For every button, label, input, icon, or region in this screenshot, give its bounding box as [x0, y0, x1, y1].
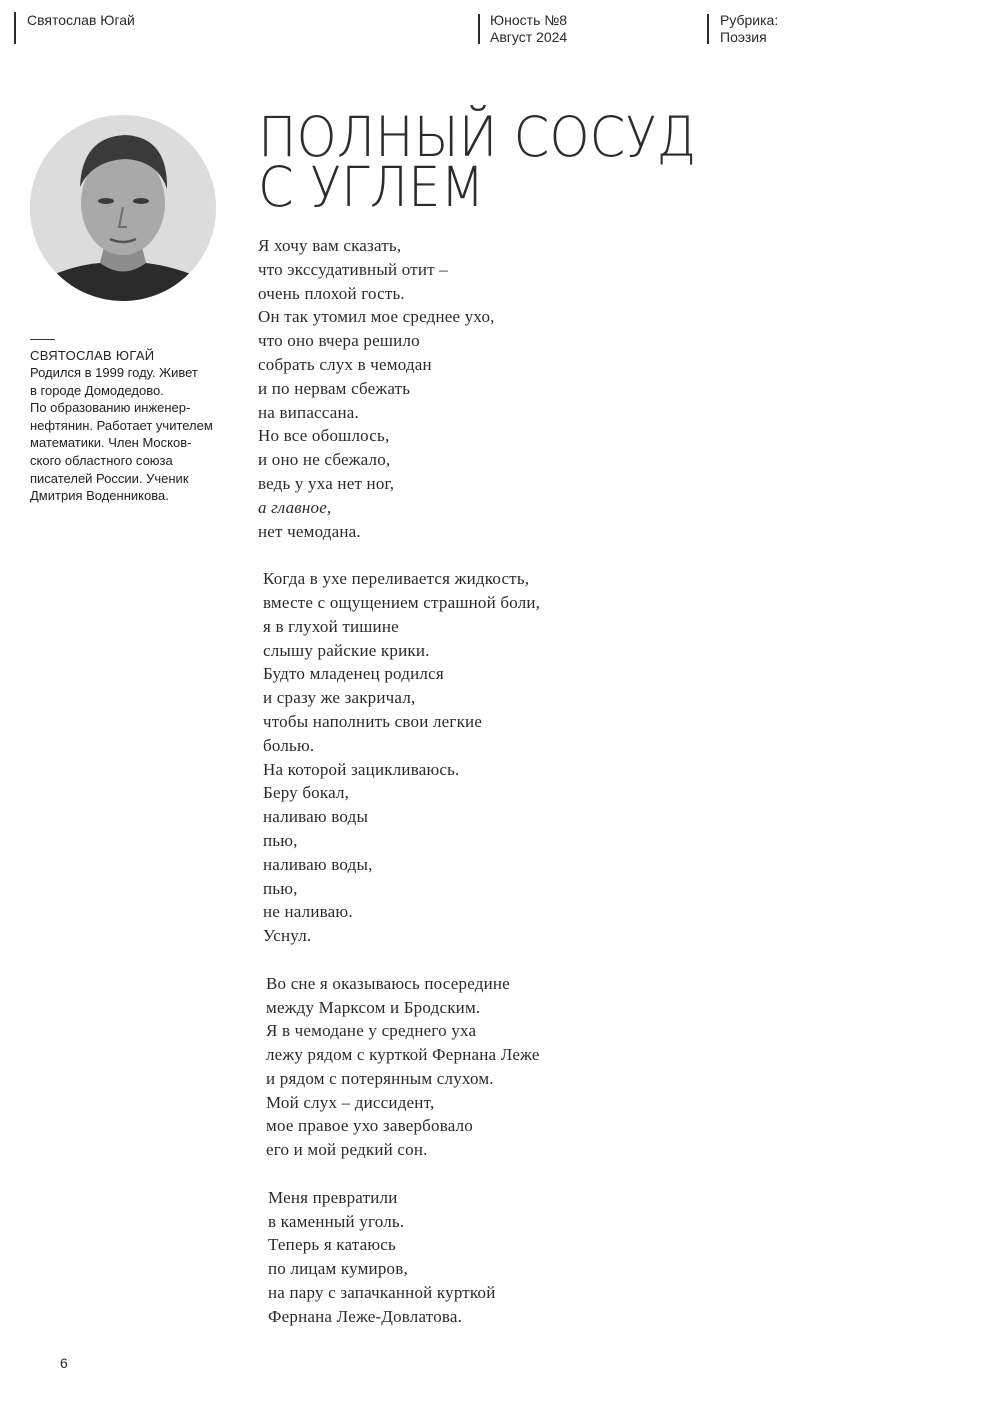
poem-line: по лицам кумиров,: [268, 1259, 408, 1279]
poem-line: ведь у уха нет ног,: [258, 473, 395, 493]
bio-line: математики. Член Москов-: [30, 435, 192, 451]
poem-line: и сразу же закричал,: [263, 688, 416, 708]
poem-line: Фернана Леже-Довлатова.: [268, 1306, 463, 1326]
poem-line: что оно вчера решило: [258, 331, 420, 351]
poem-title-line: С УГЛЕМ: [258, 155, 485, 219]
poem-line: и рядом с потерянным слухом.: [266, 1068, 494, 1088]
bio-line: Дмитрия Воденникова.: [30, 488, 169, 504]
poem-body: [258, 234, 540, 1352]
poem-line: Я хочу вам сказать,: [258, 236, 402, 255]
poem-line: в каменный уголь.: [268, 1211, 405, 1231]
poem-line: Но все обошлось,: [258, 426, 390, 446]
poem-stanza-2: [258, 567, 540, 948]
poem-line: не наливаю.: [263, 902, 353, 922]
poem-line: я в глухой тишине: [263, 616, 399, 636]
header-divider: [14, 12, 16, 44]
poem-line: наливаю воды: [263, 807, 369, 827]
poem-line: пью,: [263, 830, 298, 850]
running-header-rubric: [707, 12, 778, 46]
poem-line: На которой зацикливаюсь.: [263, 759, 460, 779]
bio-line: в городе Домодедово.: [30, 382, 164, 398]
poem-line: Во сне я оказываюсь посередине: [266, 973, 510, 993]
running-header-issue: [478, 12, 567, 46]
poem-title-line: ПОЛНЫЙ СОСУД: [258, 105, 697, 169]
poem-line: болью.: [263, 735, 315, 755]
bio-author-name: СВЯТОСЛАВ ЮГАЙ: [30, 348, 155, 363]
poem-line: нет чемодана.: [258, 521, 361, 541]
poem-line: Меня превратили: [268, 1187, 398, 1207]
header-divider: [478, 14, 480, 44]
poem-line: Мой слух – диссидент,: [266, 1092, 435, 1112]
poem-line: собрать слух в чемодан: [258, 354, 432, 374]
author-bio: [30, 364, 235, 505]
poem-line: Он так утомил мое среднее ухо,: [258, 307, 495, 327]
poem-line: Будто младенец родился: [263, 664, 444, 684]
poem-line: Когда в ухе переливается жидкость,: [263, 569, 530, 589]
header-rubric-label: Рубрика:: [720, 12, 779, 28]
poem-line: вместе с ощущением страшной боли,: [263, 592, 541, 612]
poem-stanza-1: [258, 234, 540, 543]
bio-divider: [30, 339, 55, 340]
header-issue-date: Август 2024: [490, 29, 568, 45]
poem-line: на випассана.: [258, 402, 359, 422]
poem-stanza-3: [258, 972, 540, 1162]
poem-line: лежу рядом с курткой Фернана Леже: [266, 1045, 540, 1065]
bio-line: писателей России. Ученик: [30, 470, 189, 486]
portrait-illustration: [30, 115, 216, 301]
poem-line: и по нервам сбежать: [258, 378, 411, 398]
bio-line: По образованию инженер-: [30, 400, 191, 416]
bio-line: Родился в 1999 году. Живет: [30, 365, 198, 380]
poem-line: Уснул.: [263, 926, 312, 946]
author-portrait-photo: [30, 115, 216, 301]
poem-line: слышу райские крики.: [263, 640, 430, 660]
header-author-name: Святослав Югай: [27, 12, 135, 28]
page-number: 6: [60, 1355, 68, 1371]
bio-line: нефтянин. Работает учителем: [30, 417, 213, 433]
poem-line-italic: а главное,: [258, 497, 332, 517]
poem-line: и оно не сбежало,: [258, 450, 391, 470]
header-rubric-value: Поэзия: [720, 29, 767, 45]
poem-line: на пару с запачканной курткой: [268, 1283, 496, 1303]
poem-title: [258, 105, 697, 219]
header-divider: [707, 14, 709, 44]
poem-line: Теперь я катаюсь: [268, 1235, 396, 1255]
poem-stanza-4: [258, 1186, 540, 1329]
poem-line: очень плохой гость.: [258, 283, 405, 303]
header-journal-number: Юность №8: [490, 12, 568, 28]
poem-line: его и мой редкий сон.: [266, 1140, 428, 1160]
poem-line: что экссудативный отит –: [258, 259, 448, 279]
poem-line: Беру бокал,: [263, 783, 350, 803]
poem-line: между Марксом и Бродским.: [266, 997, 481, 1017]
running-header-author: [14, 12, 135, 29]
poem-line: Я в чемодане у среднего уха: [266, 1021, 477, 1041]
poem-line: чтобы наполнить свои легкие: [263, 711, 483, 731]
poem-line: пью,: [263, 878, 298, 898]
poem-line: наливаю воды,: [263, 854, 373, 874]
poem-line: мое правое ухо завербовало: [266, 1116, 473, 1136]
bio-line: ского областного союза: [30, 452, 173, 468]
